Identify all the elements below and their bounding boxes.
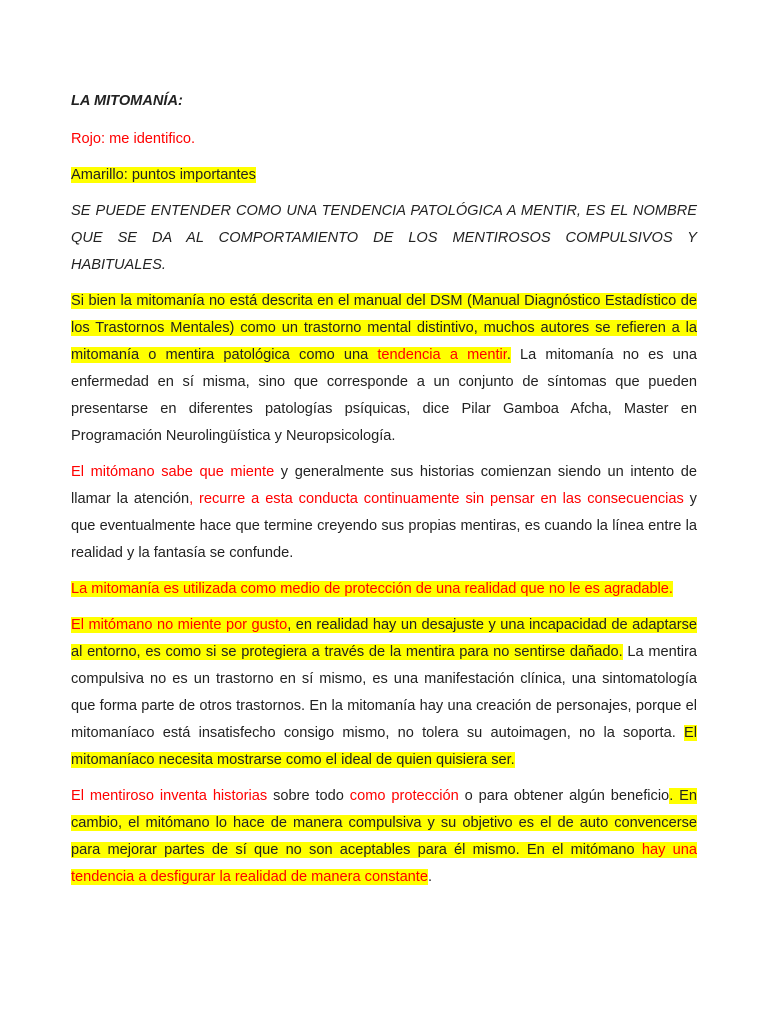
p3-red-highlight: La mitomanía es utilizada como medio de protección de una realidad que no le es agradable. bbox=[71, 581, 673, 597]
p2-red-2: , recurre a esta conducta continuamente sin pensar en las consecuencias bbox=[189, 491, 684, 507]
p1-highlight: Si bien la mitomanía no está descrita en el manual del DSM (Manual Diagnóstico Estadístico de los Trastornos Mentales) como un trastorno mental distintivo, muchos autores se refieren a la mitomanía o mentira patológica como una bbox=[71, 293, 697, 363]
paragraph-3 bbox=[71, 576, 697, 603]
p1-highlight-period: . bbox=[506, 347, 511, 363]
p5-red-1: El mentiroso inventa historias bbox=[71, 788, 268, 804]
p5-plain-2: o para obtener algún beneficio bbox=[458, 788, 670, 804]
p5-highlight: . En cambio, el mitómano lo hace de manera compulsiva y su objetivo es el de auto convencerse para mejorar partes de sí que no son aceptables para él mismo. En el mitómano bbox=[71, 788, 697, 858]
p1-plain: La mitomanía no es una enfermedad en sí misma, sino que corresponde a un conjunto de síntomas que pueden presentarse en diferentes patologías psíquicas, dice Pilar Gamboa Afcha, Master en Programación Neurolingüística y Neuropsicología. bbox=[71, 347, 697, 444]
p2-plain-1: y generalmente sus historias comienzan siendo un intento de llamar la atención bbox=[71, 464, 697, 507]
paragraph-5 bbox=[71, 783, 697, 891]
legend-yellow bbox=[71, 162, 697, 189]
p5-red-highlight: hay una tendencia a desfigurar la realidad de manera constante bbox=[71, 842, 698, 885]
p4-highlight: , en realidad hay un desajuste y una incapacidad de adaptarse al entorno, es como si se protegiera a través de la mentira para no sentirse dañado. bbox=[71, 617, 697, 660]
paragraph-1 bbox=[71, 288, 697, 450]
p2-red-1: El mitómano sabe que miente bbox=[71, 464, 275, 480]
p4-highlight-2: El mitomaníaco necesita mostrarse como el ideal de quien quisiera ser. bbox=[71, 725, 697, 768]
p4-plain: La mentira compulsiva no es un trastorno en sí mismo, es una manifestación clínica, una sintomatología que forma parte de otros trastornos. En la mitomanía hay una creación de personajes, porque el mitomaníaco está insatisfecho consigo mismo, no tolera su autoimagen, no la soporta. bbox=[71, 644, 697, 741]
paragraph-4 bbox=[71, 612, 697, 774]
p5-red-2: como protección bbox=[349, 788, 459, 804]
p2-plain-2: y que eventualmente hace que termine creyendo sus propias mentiras, es cuando la línea entre la realidad y la fantasía se confunde. bbox=[71, 491, 697, 561]
p5-plain-1: sobre todo bbox=[267, 788, 350, 804]
legend-red: Rojo: me identifico. bbox=[71, 131, 196, 147]
p5-period: . bbox=[427, 869, 433, 885]
intro-paragraph: SE PUEDE ENTENDER COMO UNA TENDENCIA PATOLÓGICA A MENTIR, ES EL NOMBRE QUE SE DA AL COMPORTAMIENTO DE LOS MENTIROSOS COMPULSIVOS Y HABITUALES. bbox=[71, 203, 697, 273]
paragraph-2 bbox=[71, 459, 697, 567]
document-page bbox=[71, 88, 697, 900]
p1-red-highlight: tendencia a mentir bbox=[377, 347, 507, 363]
document-title: LA MITOMANÍA: bbox=[71, 93, 183, 109]
legend-yellow-text: Amarillo: puntos importantes bbox=[71, 167, 256, 183]
p4-red-highlight: El mitómano no miente por gusto bbox=[71, 617, 288, 633]
